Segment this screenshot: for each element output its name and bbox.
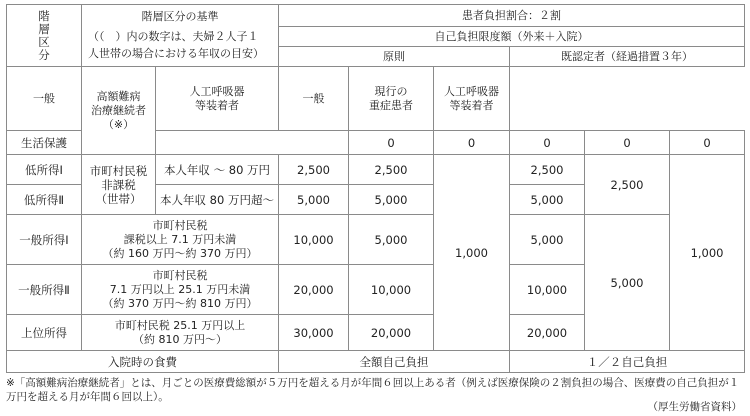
general2-header: 一般 (279, 67, 349, 131)
low2-criteria: 本人年収 80 万円超～ (156, 185, 279, 215)
welfare-v2: 0 (434, 131, 510, 155)
gen2-v4: 10,000 (510, 265, 585, 315)
welfare-v1: 0 (349, 131, 434, 155)
welfare-v4: 0 (585, 131, 670, 155)
high-label: 上位所得 (7, 315, 82, 351)
welfare-v5: 0 (670, 131, 745, 155)
existing-header: 既認定者（経過措置３年） (510, 47, 745, 67)
gen2-v2: 10,000 (349, 265, 434, 315)
low1-v4: 2,500 (510, 155, 585, 185)
ventilator2-merged: 1,000 (670, 155, 745, 351)
cost-table-wrapper (6, 4, 744, 373)
gen2-v1: 20,000 (279, 265, 349, 315)
limit-header: 自己負担限度額（外来＋入院） (279, 27, 745, 47)
general-header: 一般 (7, 67, 82, 131)
level-header: 階 層 区 分 (7, 5, 82, 67)
burden-ratio-header: 患者負担割合：２割 (279, 5, 745, 27)
ventilator2-header: 人工呼吸器 等装着者 (434, 67, 510, 131)
meal-existing: １／２自己負担 (510, 351, 745, 373)
principle-header: 原則 (279, 47, 510, 67)
meal-principle: 全額自己負担 (279, 351, 510, 373)
gen2-criteria: 市町村民税 7.1 万円以上 25.1 万円未満 （約 370 万円～約 810 万円） (82, 265, 279, 315)
meal-label: 入院時の食費 (7, 351, 279, 373)
low2-v4: 5,000 (510, 185, 585, 215)
basis-header (82, 5, 279, 67)
footnote: ※「高額難病治療継続者」とは、月ごとの医療費総額が５万円を超える月が年間６回以上ある者（例えば医療保険の２割負担の場合、医療費の自己負担が１万円を超える月が年間６回以上）。 (6, 377, 740, 403)
ventilator-header: 人工呼吸器 等装着者 (156, 67, 279, 131)
high-v1: 30,000 (279, 315, 349, 351)
intractable-header: 高額難病 治療継続者 （※） (82, 67, 156, 155)
low2-v1: 5,000 (279, 185, 349, 215)
current-severe-header: 現行の 重症患者 (349, 67, 434, 131)
gen1-v1: 10,000 (279, 215, 349, 265)
gen1-label: 一般所得Ⅰ (7, 215, 82, 265)
high-criteria: 市町村民税 25.1 万円以上 （約 810 万円～） (82, 315, 279, 351)
low-severe-merged: 2,500 (585, 155, 670, 215)
basis-note: （（ ）内の数字は、夫婦２人子１ 人世帯の場合における年収の目安） (88, 29, 264, 60)
severe-merged: 5,000 (585, 215, 670, 351)
ventilator-merged: 1,000 (434, 155, 510, 351)
gen2-label: 一般所得Ⅱ (7, 265, 82, 315)
gen1-v4: 5,000 (510, 215, 585, 265)
low2-label: 低所得Ⅱ (7, 185, 82, 215)
gen1-criteria: 市町村民税 課税以上 7.1 万円未満 （約 160 万円～約 370 万円） (82, 215, 279, 265)
gen1-v2: 5,000 (349, 215, 434, 265)
low2-v2: 5,000 (349, 185, 434, 215)
low1-label: 低所得Ⅰ (7, 155, 82, 185)
welfare-v3: 0 (510, 131, 585, 155)
low1-v2: 2,500 (349, 155, 434, 185)
high-v4: 20,000 (510, 315, 585, 351)
basis-title: 階層区分の基準 (141, 9, 219, 23)
cost-burden-table (6, 4, 745, 373)
low1-criteria: 本人年収 ～ 80 万円 (156, 155, 279, 185)
high-v2: 20,000 (349, 315, 434, 351)
welfare-criteria (156, 131, 349, 155)
nontax-label: 市町村民税 非課税 （世帯） (82, 155, 156, 215)
welfare-label: 生活保護 (7, 131, 82, 155)
low1-v1: 2,500 (279, 155, 349, 185)
source-note: （厚生労働省資料） (647, 401, 742, 413)
